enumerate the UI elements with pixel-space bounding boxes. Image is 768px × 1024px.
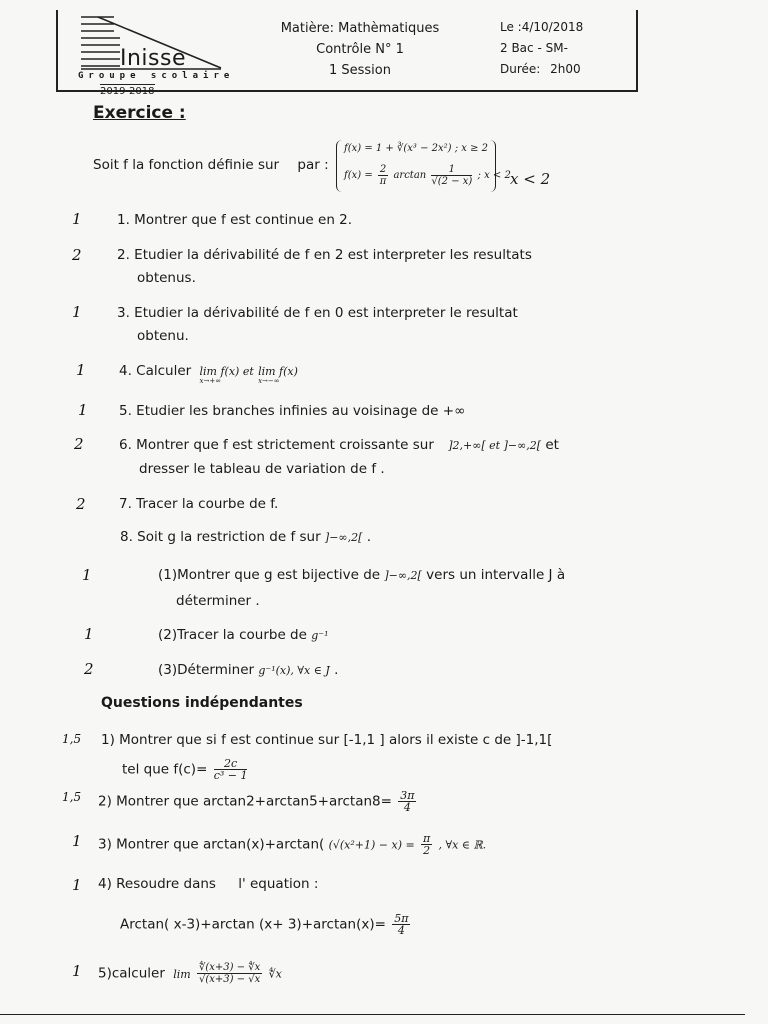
iq5-text: 5)calculer (98, 965, 165, 982)
control-number: Contrôle N° 1 (316, 42, 404, 57)
exercise-intro (93, 157, 329, 173)
q4-lim1-sub: x→+∞ (199, 377, 222, 385)
iq1-den: c³ − 1 (213, 769, 248, 782)
session: 1 Session (328, 63, 391, 78)
q8-3-text: (3)Déterminer (158, 662, 255, 678)
iq1-fraction (214, 758, 248, 781)
mark-q8-2: 1 (84, 625, 94, 643)
iq4-equation: Arctan( x-3)+arctan (x+ 3)+arctan(x)= (120, 916, 386, 933)
iq3-fraction (421, 833, 432, 856)
iq3-num: π (423, 832, 431, 845)
frac2-num: 1 (431, 164, 472, 176)
iq4-fraction (392, 913, 410, 936)
iq5-end: ∜x (268, 967, 282, 981)
mark-q1: 1 (72, 210, 82, 228)
subject: Matière: Mathèmatiques (280, 21, 440, 36)
question-6-line-1 (119, 437, 559, 453)
q8-2-text: (2)Tracer la courbe de (158, 627, 307, 643)
iq4-text-b: l' equation : (238, 876, 319, 892)
exercise-title: Exercice : (93, 103, 186, 123)
mark-q4: 1 (76, 361, 86, 379)
duration-value: 2h00 (550, 62, 581, 76)
q8-end: . (366, 529, 371, 545)
q8-1-text: (1)Montrer que g est bijective de (158, 567, 381, 583)
question-8-1-line-2: déterminer . (176, 593, 260, 609)
iq5-num: ∜(x+3) − ∜x (198, 962, 261, 973)
bottom-rule (0, 1014, 745, 1015)
q4-lim2: lim f(x) (258, 365, 298, 378)
iq1-text: tel que f(c)= (122, 761, 208, 778)
iq4-num: 5π (394, 912, 409, 925)
question-6-line-2: dresser le tableau de variation de f . (139, 461, 385, 477)
mark-q7: 2 (76, 495, 86, 513)
handwritten-note: x < 2 (510, 170, 551, 188)
logo-group: Groupe scolaire (78, 71, 235, 81)
q8-1-text-b: vers un intervalle J à (426, 567, 566, 583)
q8-3-end: . (334, 662, 339, 678)
left-brace (336, 140, 343, 192)
function-definition (336, 140, 511, 194)
mark-q5: 1 (78, 401, 88, 419)
independent-q2 (98, 790, 418, 813)
question-2-line-1: 2. Etudier la dérivabilité de f en 2 est interpreter les resultats (117, 247, 532, 263)
mark-q2: 2 (72, 246, 82, 264)
iq5-limit: lim (173, 967, 191, 981)
question-8-2 (158, 627, 328, 643)
iq5-den: √(x+3) − √x (198, 974, 261, 985)
school-year: 2019-2018 (100, 86, 155, 97)
intro-par: par : (297, 157, 329, 173)
question-7: 7. Tracer la courbe de f. (119, 496, 279, 512)
independent-q4-equation (120, 913, 412, 936)
frac2-den: √(2 − x) (431, 176, 473, 187)
q4-lim1: lim f(x) (199, 365, 240, 378)
q4-and: et (242, 365, 254, 378)
independent-q5 (98, 962, 282, 985)
q8-text: 8. Soit g la restriction de f sur (120, 529, 321, 545)
frac1-num: 2 (379, 164, 387, 175)
iq4-den: 4 (397, 924, 405, 937)
q6-text: 6. Montrer que f est strictement croissante sur (119, 437, 434, 453)
question-2-line-2: obtenus. (137, 270, 196, 286)
def2-arctan: arctan (393, 170, 427, 181)
q8-interval: ]−∞,2[ (324, 531, 363, 544)
q4-lim2-sub: x→−∞ (258, 377, 280, 385)
iq1-num: 2c (214, 758, 248, 770)
section-title: Questions indépendantes (101, 695, 303, 711)
mark-iq4: 1 (72, 876, 82, 894)
iq5-fraction (197, 962, 262, 985)
definition-case-1: f(x) = 1 + ∛(x³ − 2x²) ; x ≥ 2 (344, 143, 489, 154)
mark-iq3: 1 (72, 832, 82, 850)
iq2-den: 4 (403, 801, 411, 814)
iq2-fraction (398, 790, 416, 813)
question-3-line-1: 3. Etudier la dérivabilité de f en 0 est interpreter le resultat (117, 305, 518, 321)
q8-3-expression: g⁻¹(x), ∀x ∈ J (258, 664, 330, 677)
mark-iq2: 1,5 (62, 790, 82, 804)
question-5: 5. Etudier les branches infinies au voisinage de +∞ (119, 403, 466, 419)
q8-1-interval: ]−∞,2[ (384, 569, 422, 582)
iq2-text: 2) Montrer que arctan2+arctan5+arctan8= (98, 793, 392, 810)
independent-q3 (98, 833, 486, 856)
independent-q1-line-2 (122, 758, 249, 781)
iq3-expression: (√(x²+1) − x) = (328, 838, 415, 852)
mark-iq5: 1 (72, 962, 82, 980)
intro-text: Soit f la fonction définie sur (93, 157, 280, 173)
q6-interval: ]2,+∞[ et ]−∞,2[ (448, 439, 542, 452)
duration-label: Durée: (500, 62, 541, 76)
question-1: 1. Montrer que f est continue en 2. (117, 212, 353, 228)
question-8-1-line-1 (158, 567, 565, 583)
q4-limit-plus (199, 365, 243, 385)
mark-iq1: 1,5 (62, 732, 82, 746)
mark-q3: 1 (72, 303, 82, 321)
mark-q8-1: 1 (82, 566, 92, 584)
exam-date: Le :4/10/2018 (500, 20, 584, 34)
question-4 (119, 363, 298, 385)
mark-q8-3: 2 (84, 660, 94, 678)
q4-limit-minus (258, 365, 298, 385)
question-8 (120, 529, 371, 545)
definition-case-2 (344, 164, 511, 187)
independent-q1-line-1: 1) Montrer que si f est continue sur [-1,1 ] alors il existe c de ]-1,1[ (101, 732, 553, 748)
def2-condition: ; x < 2 (477, 170, 511, 181)
iq2-num: 3π (400, 789, 415, 802)
class-level: 2 Bac - SM- (500, 41, 568, 55)
frac1-den: π (379, 176, 387, 187)
iq3-text: 3) Montrer que arctan(x)+arctan( (98, 836, 325, 853)
q8-2-inverse: g⁻¹ (311, 629, 329, 642)
iq4-text: 4) Resoudre dans (98, 876, 216, 892)
iq3-end: , ∀x ∈ ℝ. (438, 838, 487, 852)
q6-et: et (545, 437, 559, 453)
question-3-line-2: obtenu. (137, 328, 189, 344)
mark-q6: 2 (74, 435, 84, 453)
logo-name: Inisse (120, 46, 187, 71)
def2-fraction-2 (431, 164, 472, 187)
duration (500, 62, 581, 76)
independent-q4-line-1 (98, 876, 318, 892)
def2-fraction-1 (378, 164, 388, 187)
q4-text: 4. Calculer (119, 363, 192, 379)
question-8-3 (158, 662, 338, 678)
iq3-den: 2 (423, 844, 431, 857)
def2-lhs: f(x) = (344, 170, 373, 181)
